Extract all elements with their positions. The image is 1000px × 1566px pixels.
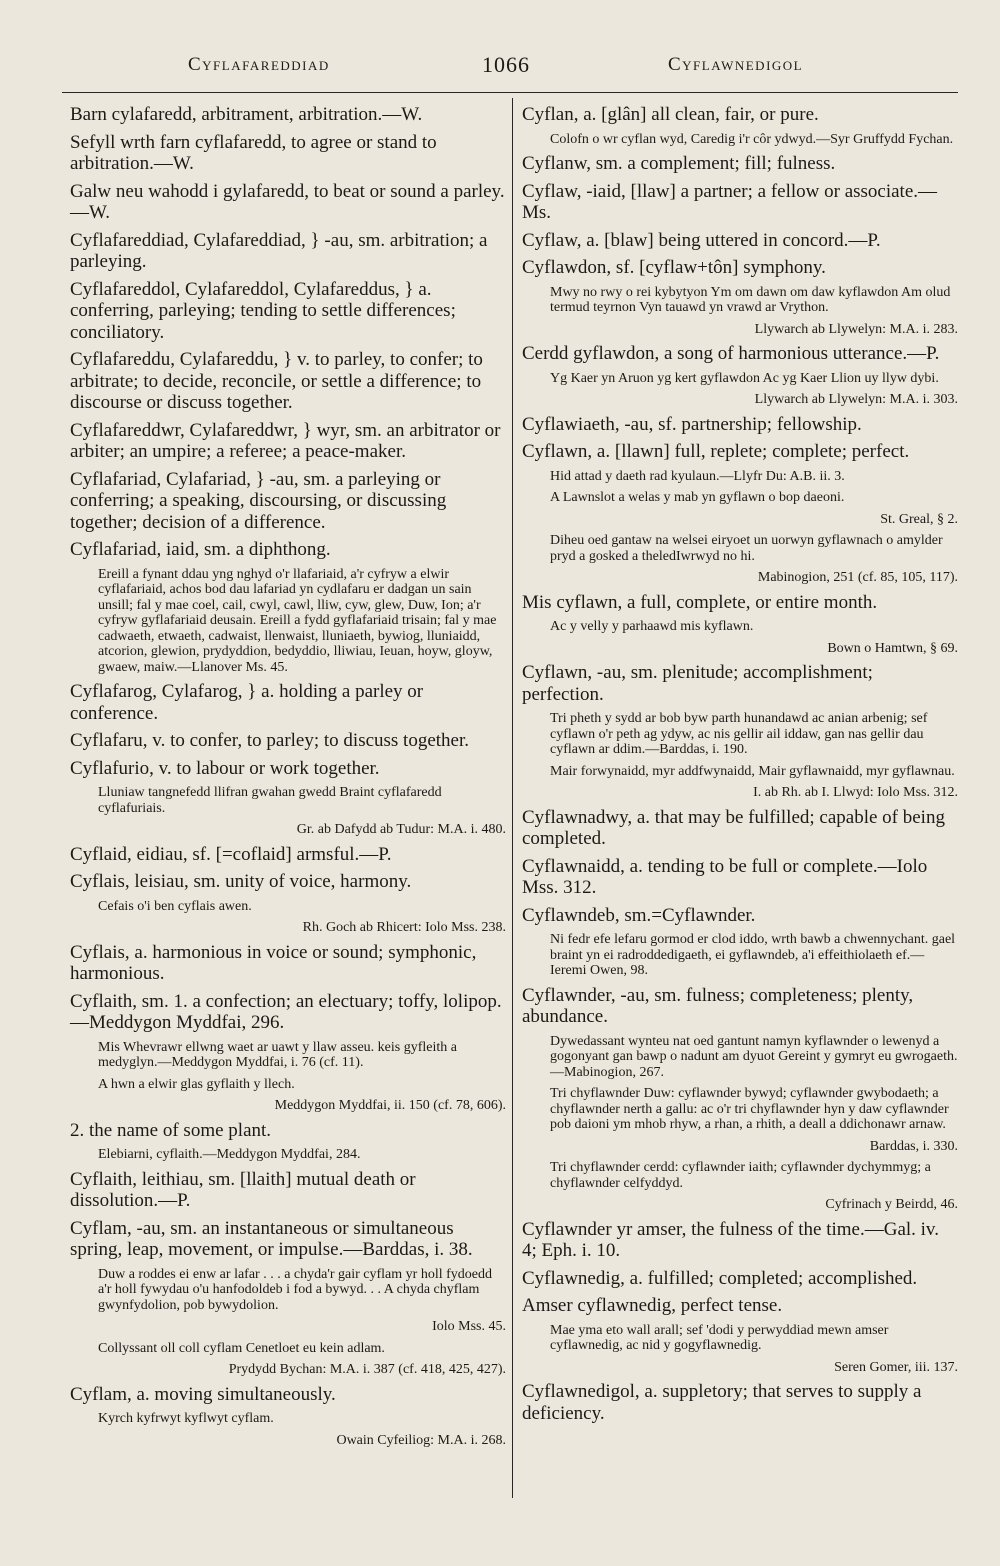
running-head	[0, 52, 1000, 82]
dictionary-entry: Cyflafareddwr, Cylafareddwr, } wyr, sm. an arbitrator or arbiter; an umpire; a referee; a peace-maker.	[70, 419, 501, 462]
page-number: 1066	[482, 52, 530, 77]
citation-reference: Owain Cyfeiliog: M.A. i. 268.	[336, 1432, 506, 1448]
left-column	[70, 104, 506, 1454]
citation-reference: Rh. Goch ab Rhicert: Iolo Mss. 238.	[302, 920, 506, 935]
dictionary-entry: Cyflam, a. moving simultaneously.	[70, 1383, 336, 1405]
citation-quote: Tri chyflawnder cerdd: cyflawnder iaith; cyflawnder dychymmyg; a chyflawnder celfyddyd.	[550, 1160, 931, 1191]
dictionary-entry: Cyflawnaidd, a. tending to be full or complete.—Iolo Mss. 312.	[522, 855, 928, 898]
citation-reference: Meddygon Myddfai, ii. 150 (cf. 78, 606).	[274, 1098, 506, 1113]
dictionary-entry: Cyflafarog, Cylafarog, } a. holding a parley or conference.	[70, 681, 424, 724]
citation-reference: Barddas, i. 330.	[869, 1138, 958, 1154]
citation-quote: Kyrch kyfrwyt kyflwyt cyflam.	[98, 1411, 274, 1426]
dictionary-entry: Cyflawiaeth, -au, sf. partnership; fellowship.	[522, 413, 862, 435]
dictionary-entry: Cyflais, a. harmonious in voice or sound; symphonic, harmonious.	[70, 941, 477, 984]
header-rule	[62, 92, 958, 93]
dictionary-entry: Cyflanw, sm. a complement; fill; fulness.	[522, 153, 836, 174]
citation-quote: Cefais o'i ben cyflais awen.	[98, 898, 252, 914]
citation-quote: Elebiarni, cyflaith.—Meddygon Myddfai, 284.	[98, 1147, 361, 1162]
dictionary-entry: Cyflawdon, sf. [cyflaw+tôn] symphony.	[522, 257, 826, 278]
citation-quote: Colofn o wr cyflan wyd, Caredig i'r côr ydwyd.—Syr Gruffydd Fychan.	[550, 131, 954, 147]
citation-quote: A hwn a elwir glas gyflaith y llech.	[98, 1076, 295, 1092]
dictionary-entry: Cyflafareddol, Cylafareddol, Cylafareddus, } a. conferring, parleying; tending to settle differences; conciliatory.	[70, 278, 456, 343]
dictionary-entry: Cyflais, leisiau, sm. unity of voice, harmony.	[70, 871, 412, 892]
citation-quote: Diheu oed gantaw na welsei eiryoet un uorwyn gyflawnach o amylder pryd a gosked a theledIwrwyd no hi.	[550, 533, 943, 564]
dictionary-entry: Cyflawndeb, sm.=Cyflawnder.	[522, 904, 756, 926]
dictionary-entry: Cyflam, -au, sm. an instantaneous or simultaneous spring, leap, movement, or impulse.—Barddas, i. 38.	[70, 1217, 473, 1260]
column-divider	[512, 98, 513, 1498]
dictionary-entry: Barn cylafaredd, arbitrament, arbitration.—W.	[70, 104, 423, 125]
citation-quote: Mis Whevrawr ellwng waet ar uawt y llaw asseu. keis gyfleith a medyglyn.—Meddygon Myddfai, i. 76 (cf. 11).	[98, 1039, 457, 1070]
citation-quote: Ac y velly y parhaawd mis kyflawn.	[550, 619, 754, 634]
dictionary-entry: Cyflafareddiad, Cylafareddiad, } -au, sm. arbitration; a parleying.	[70, 229, 488, 272]
dictionary-entry: Cyflawnedig, a. fulfilled; completed; accomplished.	[522, 1267, 918, 1289]
citation-reference: St. Greal, § 2.	[880, 511, 958, 527]
citation-quote: Mae yma eto wall arall; sef 'dodi y perwyddiad mewn amser cyflawnedig, ac nid y gogyflawnedig.	[550, 1322, 889, 1353]
citation-reference: Seren Gomer, iii. 137.	[834, 1359, 958, 1375]
dictionary-entry: Cyflawnedigol, a. suppletory; that serves to supply a deficiency.	[522, 1381, 922, 1424]
citation-reference: Iolo Mss. 45.	[432, 1319, 506, 1334]
dictionary-entry: Cyflawnder, -au, sm. fulness; completeness; plenty, abundance.	[522, 984, 914, 1027]
citation-quote: Dywedassant wynteu nat oed gantunt namyn kyflawnder o lewenyd a gogonyant gan bawp o nadunt am dyuot Gereint y gymryt eu gwrogaeth.—Mabinogion, 267.	[550, 1033, 958, 1080]
citation-reference: Mabinogion, 251 (cf. 85, 105, 117).	[757, 570, 958, 585]
dictionary-entry: Cyflawn, -au, sm. plenitude; accomplishment; perfection.	[522, 662, 873, 705]
citation-reference: Cyfrinach y Beirdd, 46.	[825, 1197, 958, 1212]
citation-quote: Lluniaw tangnefedd llifran gwahan gwedd Braint cyflafaredd cyflafuriais.	[98, 785, 442, 816]
dictionary-entry: Cyflaid, eidiau, sf. [=coflaid] armsful.—P.	[70, 843, 392, 865]
dictionary-entry: Cyflaw, -iaid, [llaw] a partner; a fellow or associate.—Ms.	[522, 180, 938, 223]
citation-quote: Tri pheth y sydd ar bob byw parth hunandawd ac anian arbenig; sef cyflawn o'r peth ag ydyw, ac nis gellir ail iddaw, gan nas gellir dau cyflawn ar ddim.—Barddas, i. 190.	[550, 711, 928, 757]
citation-quote: Mair forwynaidd, myr addfwynaidd, Mair gyflawnaidd, myr gyflawnau.	[550, 763, 955, 779]
citation-quote: Duw a roddes ei enw ar lafar . . . a chyda'r gair cyflam yr holl fydoedd a'r holl fywydau o'u hanfodoldeb i fod a bywyd. . . A chyda chyflam gwynfydolion, pob bywydolion.	[98, 1266, 492, 1313]
citation-quote: Yg Kaer yn Aruon yg kert gyflawdon Ac yg Kaer Llion uy llyw dybi.	[550, 370, 939, 386]
dictionary-entry: Cyflan, a. [glân] all clean, fair, or pure.	[522, 104, 819, 125]
citation-quote: Tri chyflawnder Duw: cyflawnder bywyd; cyflawnder gwybodaeth; a chyflawnder nerth a gallu: ac o'r tri chyflawnder hyn y daw cyflawnder pob daioni ym mhob rhyw, a rhan, a rhith, a deall a ddichonawr arnaw.	[550, 1086, 949, 1132]
dictionary-entry: Cyflawnadwy, a. that may be fulfilled; capable of being completed.	[522, 806, 945, 849]
citation-quote: Collyssant oll coll cyflam Cenetloet eu kein adlam.	[98, 1340, 385, 1356]
dictionary-entry: Cyflafariad, Cylafariad, } -au, sm. a parleying or conferring; a speaking, discoursing, or discussing together; decision of a difference.	[70, 468, 447, 533]
citation-reference: Llywarch ab Llywelyn: M.A. i. 303.	[754, 392, 958, 407]
dictionary-entry: Cyflawnder yr amser, the fulness of the time.—Gal. iv. 4; Eph. i. 10.	[522, 1218, 939, 1261]
citation-reference: Prydydd Bychan: M.A. i. 387 (cf. 418, 425, 427).	[228, 1362, 506, 1377]
dictionary-entry: Cyflawn, a. [llawn] full, replete; complete; perfect.	[522, 441, 910, 462]
dictionary-entry: Cyflafaru, v. to confer, to parley; to discuss together.	[70, 730, 470, 751]
dictionary-entry: Cyflafurio, v. to labour or work together.	[70, 757, 380, 779]
dictionary-entry: Amser cyflawnedig, perfect tense.	[522, 1295, 783, 1316]
citation-quote: Mwy no rwy o rei kybytyon Ym om dawn om daw kyflawdon Am olud termud teyrnon Vyn tauawd yn vrawd ar Vrython.	[550, 284, 951, 315]
citation-reference: I. ab Rh. ab I. Llwyd: Iolo Mss. 312.	[753, 785, 958, 800]
running-head-left: Cyflafareddiad	[188, 54, 330, 75]
citation-quote: A Lawnslot a welas y mab yn gyflawn o bop daeoni.	[550, 490, 845, 505]
running-head-right: Cyflawnedigol	[668, 54, 804, 75]
dictionary-entry: Cerdd gyflawdon, a song of harmonious utterance.—P.	[522, 343, 940, 364]
dictionary-entry: Cyflafareddu, Cylafareddu, } v. to parley, to confer; to arbitrate; to decide, reconcile, or settle a difference; to discourse or discuss together.	[70, 349, 483, 413]
dictionary-entry: Galw neu wahodd i gylafaredd, to beat or sound a parley.—W.	[70, 180, 505, 223]
dictionary-entry: Cyflafariad, iaid, sm. a diphthong.	[70, 539, 331, 560]
citation-quote: Hid attad y daeth rad kyulaun.—Llyfr Du: A.B. ii. 3.	[550, 468, 845, 484]
dictionary-entry: Cyflaith, sm. 1. a confection; an electuary; toffy, lolipop.—Meddygon Myddfai, 296.	[70, 990, 502, 1033]
dictionary-entry: Cyflaith, leithiau, sm. [llaith] mutual death or dissolution.—P.	[70, 1168, 416, 1211]
citation-reference: Gr. ab Dafydd ab Tudur: M.A. i. 480.	[296, 822, 506, 837]
citation-quote: Ni fedr efe lefaru gormod er clod iddo, wrth bawb a chwennychant. gael braint yn ei radroddedigaeth, ei gyflawndeb, a'i effeithiolaeth ef.—Ieremi Owen, 98.	[550, 932, 956, 978]
citation-reference: Llywarch ab Llywelyn: M.A. i. 283.	[754, 321, 958, 337]
citation-quote: Ereill a fynant ddau yng nghyd o'r llafariaid, a'r cyfryw a elwir cyflafariaid, achos bod dau lafariad yn cydlafaru er dadgan un sain unsill; fal y mae coel, cail, cwyl, cawl, lliw, cyw, glew, Duw, Ion; a'r cyfryw gyflafariaid deusain. Ereill a fydd gyflafariaid trisain; fal y mae cadwaeth, etwaeth, cadwaist, llenwaist, lluniaeth, bywiog, lluniaidd, atcorion, glewion, prydyddion, bedyddio, lliwiau, Ieuan, hoyw, gloyw, gwaew, maiw.—Llanover Ms. 45.	[98, 566, 497, 675]
dictionary-entry: Sefyll wrth farn cyflafaredd, to agree or stand to arbitration.—W.	[70, 131, 437, 174]
dictionary-entry: 2. the name of some plant.	[70, 1119, 272, 1141]
citation-reference: Bown o Hamtwn, § 69.	[827, 640, 958, 656]
right-column	[522, 104, 958, 1430]
dictionary-entry: Cyflaw, a. [blaw] being uttered in concord.—P.	[522, 229, 881, 251]
dictionary-entry: Mis cyflawn, a full, complete, or entire month.	[522, 591, 878, 613]
